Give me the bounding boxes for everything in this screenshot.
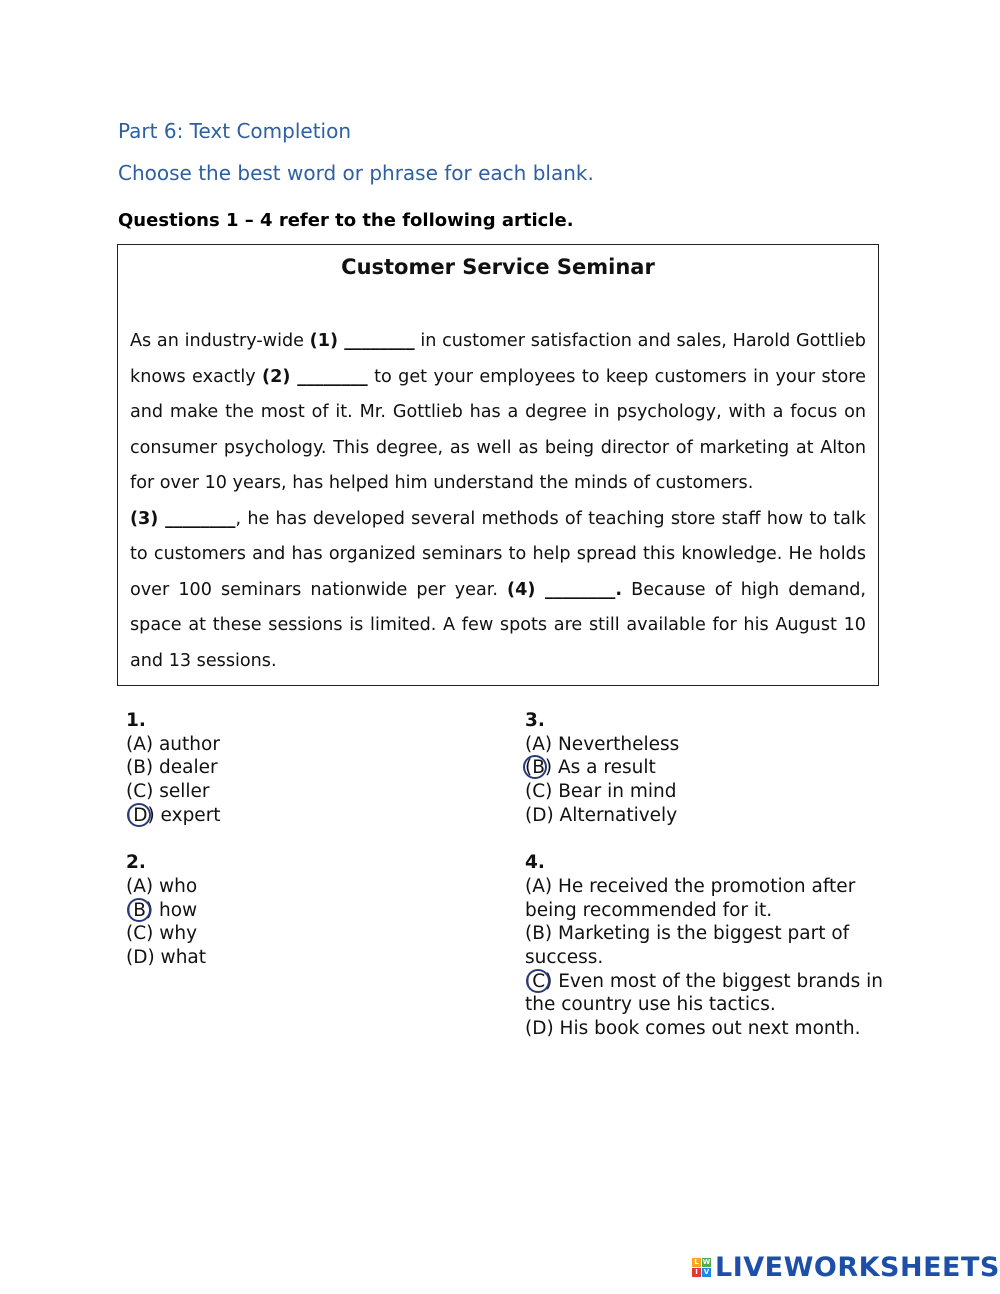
question-number: 4. [525,852,545,874]
option-1a[interactable]: (A) author [126,733,220,755]
option-4d[interactable]: (D) His book comes out next month. [525,1018,861,1040]
option-3b[interactable] [525,756,905,780]
question-number: 2. [126,852,146,874]
question-number: 1. [126,710,146,731]
questions-left-column [126,709,486,993]
answer-circle-icon [127,898,151,922]
option-4c[interactable] [525,970,905,1017]
logo-grid-icon [692,1258,711,1277]
logo-tile: I [692,1268,701,1277]
blank-number-4: (4) [507,579,536,600]
logo-tile: L [692,1258,701,1267]
article-box [117,244,879,686]
question-2 [126,851,486,970]
question-1 [126,709,486,828]
blank-4[interactable]: ________. [535,579,623,600]
option-1b[interactable]: (B) dealer [126,757,218,779]
article-paragraph-2 [130,502,866,680]
article-text: As an industry-wide [130,331,310,351]
option-4a[interactable]: (A) He received the promotion after being recommended for it. [525,875,856,921]
article-text: to get your employees to keep customers in your store and make the most of it. Mr. Gottlieb has a degree in psychology, with a focus on consumer psychology. This degree, as well as being director of marketing at Alton for over 10 years, has helped him understand the minds of customers. [130,366,866,493]
answer-circle-icon [526,969,550,993]
article-text: , he has developed several methods of teaching store staff how to talk to customers and has organized seminars to help spread this knowledge. He holds over 100 seminars nationwide per year. [130,508,866,600]
part-title: Part 6: Text Completion [118,119,352,143]
question-number: 3. [525,710,545,731]
option-2c[interactable]: (C) why [126,923,198,945]
blank-3[interactable]: ________ [158,508,236,529]
question-4 [525,851,905,1041]
article-title: Customer Service Seminar [341,255,655,279]
question-3 [525,709,905,828]
logo-tile: W [702,1258,711,1266]
option-2b[interactable] [126,899,486,923]
article-paragraph-1 [130,324,866,502]
option-3a[interactable]: (A) Nevertheless [525,733,680,755]
option-label: (B) how [126,899,198,921]
option-label: (B) As a result [525,757,656,779]
option-2d[interactable]: (D) what [126,947,207,969]
answer-circle-icon [127,803,151,827]
questions-right-column [525,709,905,1065]
article-text: Because of high demand, space at these sessions is limited. A few spots are still available for his August 10 and 13 sessions. [130,579,867,671]
blank-1[interactable]: ________ [338,331,415,351]
option-3c[interactable]: (C) Bear in mind [525,781,677,803]
option-4b[interactable]: (B) Marketing is the biggest part of success. [525,923,850,969]
instruction-text: Choose the best word or phrase for each blank. [118,161,594,185]
blank-number-1: (1) [309,331,338,351]
blank-number-2: (2) [262,366,291,387]
article-text: in customer satisfaction and sales, Harold Gottlieb knows exactly [130,331,866,387]
liveworksheets-logo [692,1252,1000,1283]
logo-text: LIVEWORKSHEETS [715,1252,1000,1283]
option-1d[interactable] [126,804,486,828]
logo-tile: V [703,1268,710,1276]
option-label: (C) Even most of the biggest brands in the country use his tactics. [525,970,883,1016]
article-body [130,324,866,679]
blank-number-3: (3) [130,508,159,529]
option-1c[interactable]: (C) seller [126,781,210,803]
questions-reference: Questions 1 – 4 refer to the following article. [118,210,574,231]
option-label: (D) expert [126,804,221,826]
option-3d[interactable]: (D) Alternatively [525,804,678,826]
blank-2[interactable]: ________ [290,366,368,387]
option-2a[interactable]: (A) who [126,875,198,897]
